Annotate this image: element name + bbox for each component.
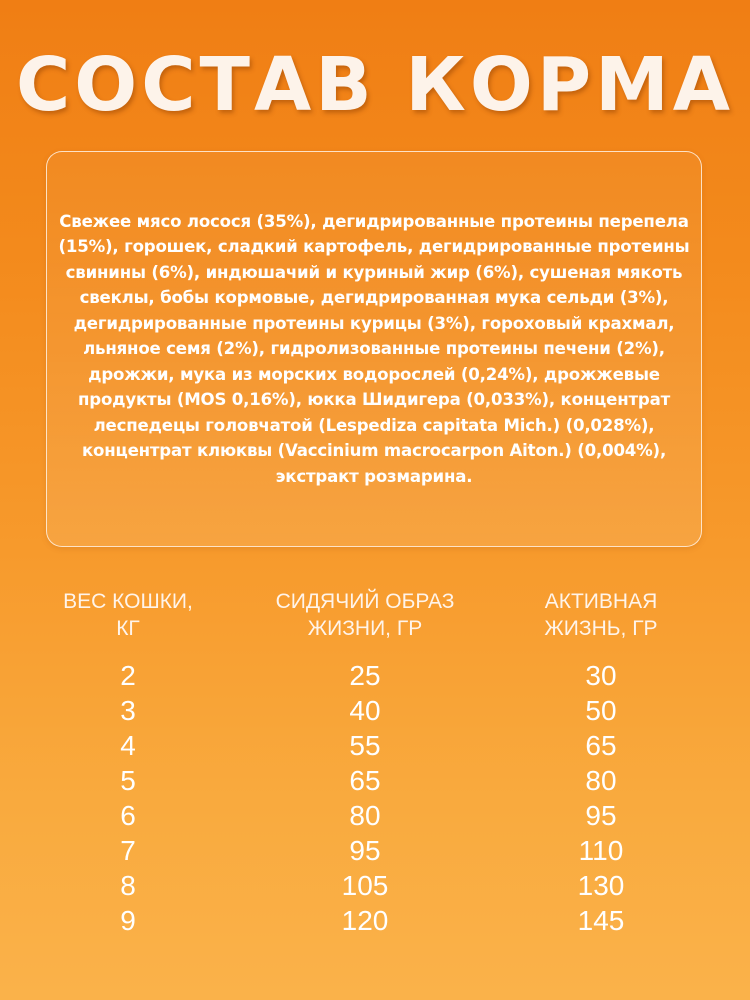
active-column — [471, 588, 731, 938]
weight-cell: 2 — [120, 660, 136, 691]
active-cell: 65 — [585, 730, 617, 761]
composition-box — [46, 151, 702, 547]
sedentary-cell: 65 — [349, 765, 381, 796]
active-cell: 110 — [578, 835, 624, 866]
active-cell: 95 — [585, 800, 617, 831]
weight-values — [0, 658, 258, 938]
weight-header: ВЕС КОШКИ, КГ — [63, 590, 193, 640]
sedentary-header: СИДЯЧИЙ ОБРАЗ ЖИЗНИ, ГР — [275, 590, 455, 640]
sedentary-cell: 105 — [341, 870, 389, 901]
active-header: АКТИВНАЯ ЖИЗНЬ, ГР — [544, 590, 658, 640]
sedentary-cell: 55 — [349, 730, 381, 761]
weight-cell: 8 — [120, 870, 136, 901]
sedentary-cell: 80 — [349, 800, 381, 831]
sedentary-column — [235, 588, 495, 938]
active-cell: 50 — [585, 695, 617, 726]
active-values — [471, 658, 731, 938]
page-title: СОСТАВ КОРМА — [16, 42, 734, 128]
active-cell: 30 — [585, 660, 617, 691]
weight-cell: 4 — [120, 730, 136, 761]
weight-cell: 6 — [120, 800, 136, 831]
sedentary-values — [235, 658, 495, 938]
weight-cell: 9 — [120, 905, 136, 936]
sedentary-cell: 120 — [341, 905, 389, 936]
sedentary-cell: 40 — [349, 695, 381, 726]
weight-column — [0, 588, 258, 938]
composition-text: Свежее мясо лосося (35%), дегидрированные протеины перепела (15%), горошек, сладкий картофель, дегидрированные протеины свинины (6%), индюшачий и куриный жир (6%), сушеная мякоть свеклы, бобы кормовые, дегидрированная мука сельди (3%), дегидрированные протеины курицы (3%), гороховый крахмал, льняное семя (2%), гидролизованные протеины печени (2%), дрожжи, мука из морских водорослей (0,24%), дрожжевые продукты (MOS 0,16%), юкка Шидигера (0,033%), концентрат леспедецы головчатой (Lespediza capitata Mich.) (0,028%), концентрат клюквы (Vaccinium macrocarpon Aiton.) (0,004%), экстракт розмарина. — [58, 211, 690, 486]
weight-cell: 7 — [120, 835, 136, 866]
weight-cell: 3 — [120, 695, 136, 726]
sedentary-cell: 95 — [349, 835, 381, 866]
sedentary-cell: 25 — [349, 660, 381, 691]
active-cell: 145 — [577, 905, 625, 936]
active-cell: 130 — [577, 870, 625, 901]
active-cell: 80 — [585, 765, 617, 796]
weight-cell: 5 — [120, 765, 136, 796]
